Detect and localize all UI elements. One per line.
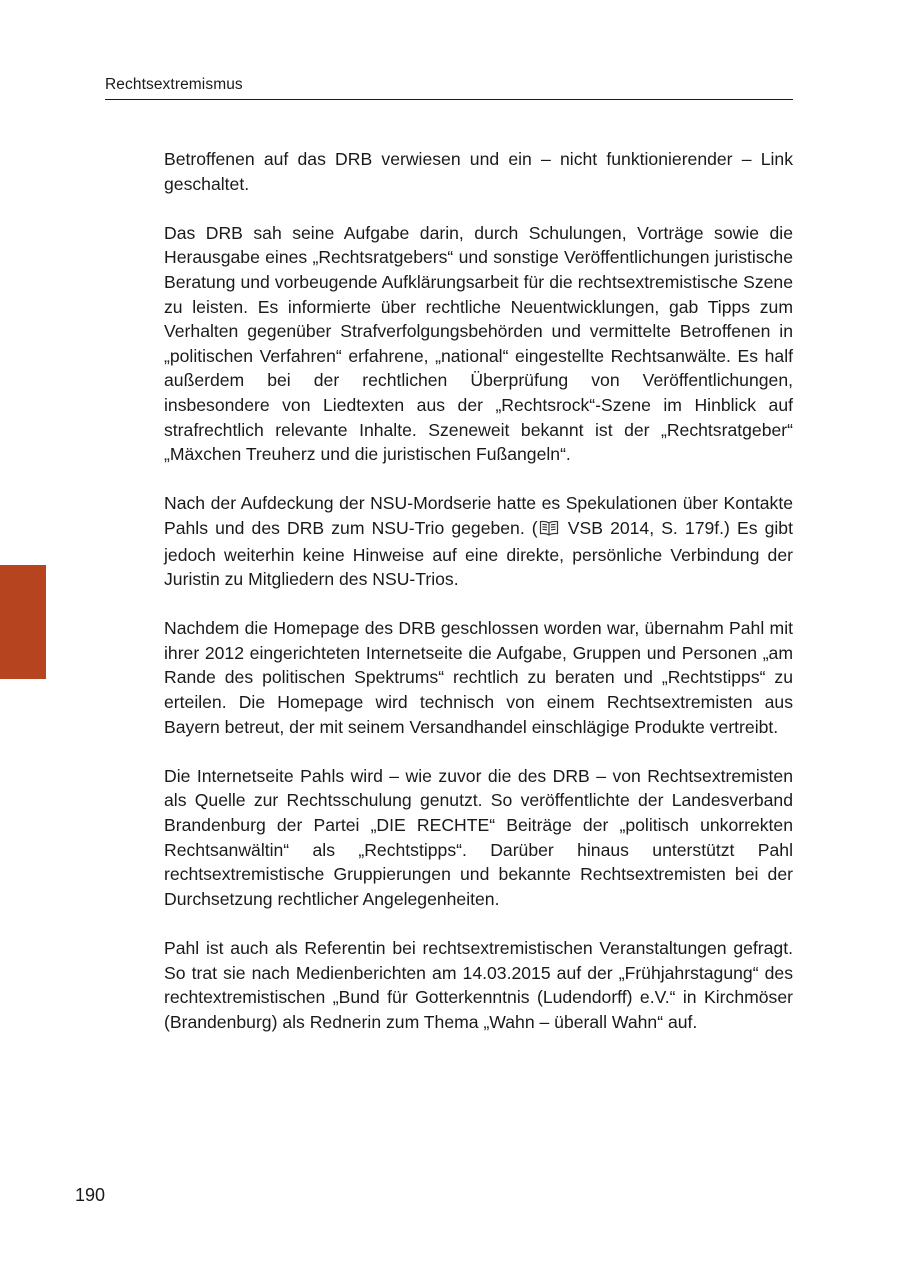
page-number: 190 bbox=[75, 1185, 106, 1205]
paragraph-3-before: Nach der Aufdeckung der NSU-Mordserie hatte es Spekulationen über Kontakte Pahls und des DRB zum NSU-Trio gegeben. ( bbox=[164, 493, 793, 538]
paragraph-3 bbox=[164, 491, 793, 591]
book-icon bbox=[539, 518, 559, 543]
body-text bbox=[164, 147, 793, 1059]
running-header bbox=[105, 75, 793, 100]
paragraph-5: Die Internetseite Pahls wird – wie zuvor die des DRB – von Rechtsextremisten als Quelle zur Rechtsschulung genutzt. So veröffentlichte der Landesverband Brandenburg der Partei „DIE RECHTE“ Beiträge der „politisch unkorrekten Rechtsanwältin“ als „Rechtstipps“. Darüber hinaus unterstützt Pahl rechtsextremistische Gruppierungen und bekannte Rechtsextremisten bei der Durchsetzung rechtlicher Angelegenheiten. bbox=[164, 765, 793, 909]
running-title: Rechtsextremismus bbox=[105, 76, 243, 93]
paragraph-1: Betroffenen auf das DRB verwiesen und ein – nicht funktionierender – Link geschaltet. bbox=[164, 149, 793, 194]
paragraph-6: Pahl ist auch als Referentin bei rechtsextremistischen Veranstaltungen gefragt. So trat sie nach Medienberichten am 14.03.2015 auf der „Frühjahrstagung“ des rechtextremistischen „Bund für Gotterkenntnis (Ludendorff) e.V.“ in Kirchmöser (Brandenburg) als Rednerin zum Thema „Wahn – überall Wahn“ auf. bbox=[164, 938, 793, 1032]
paragraph-4: Nachdem die Homepage des DRB geschlossen worden war, übernahm Pahl mit ihrer 2012 eingerichteten Internetseite die Aufgabe, Gruppen und Personen „am Rande des politischen Spektrums“ rechtlich zu beraten und „Rechtstipps“ zu erteilen. Die Homepage wird technisch von einem Rechtsextremisten aus Bayern betreut, der mit seinem Versandhandel einschlägige Produkte vertreibt. bbox=[164, 618, 793, 737]
paragraph-2: Das DRB sah seine Aufgabe darin, durch Schulungen, Vorträge sowie die Herausgabe eines „Rechtsratgebers“ und sonstige Veröffentlichungen juristische Beratung und vorbeugende Aufklärungsarbeit für die rechtsextremistische Szene zu leisten. Es informierte über rechtliche Neuentwicklungen, gab Tipps zum Verhalten gegenüber Strafverfolgungsbehörden und vermittelte Betroffenen in „politischen Verfahren“ erfahrene, „national“ eingestellte Rechtsanwälte. Es half außerdem bei der rechtlichen Überprüfung von Veröffentlichungen, insbesondere von Liedtexten aus der „Rechtsrock“-Szene im Hinblick auf strafrechtlich relevante Inhalte. Szeneweit bekannt ist der „Rechtsratgeber“ „Mäxchen Treuherz und die juristischen Fußangeln“. bbox=[164, 222, 793, 465]
chapter-thumb-tab bbox=[0, 565, 46, 679]
paragraph-3-after: VSB 2014, S. 179f.) Es gibt jedoch weiterhin keine Hinweise auf eine direkte, persönliche Verbindung der Juristin zu Mitgliedern des NSU-Trios. bbox=[164, 517, 793, 590]
